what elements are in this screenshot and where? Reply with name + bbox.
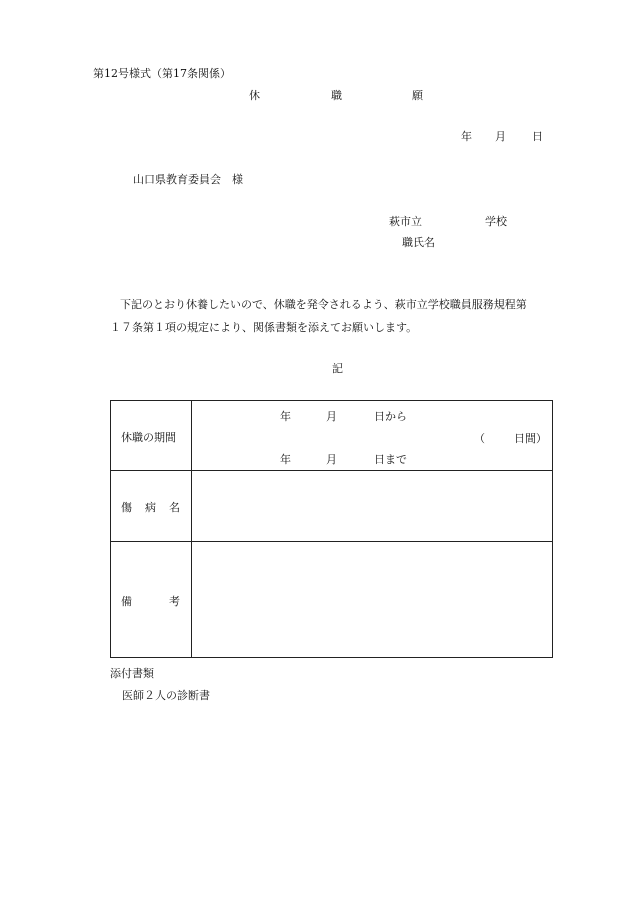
school-prefix: 萩市立 (389, 215, 422, 228)
title-char: 願 (412, 89, 423, 102)
period-label-cell (111, 401, 192, 471)
period-label: 休職の期間 (121, 431, 176, 444)
position-name-label: 職氏名 (402, 236, 435, 249)
remarks-value-cell[interactable] (192, 541, 553, 657)
from-day: 日から (374, 410, 407, 423)
illness-value-cell[interactable] (192, 471, 553, 541)
leave-form-table (110, 400, 553, 658)
date-year: 年 (461, 130, 472, 143)
illness-label-char: 傷 (121, 501, 132, 515)
from-month: 月 (326, 410, 337, 423)
ki-heading: 記 (332, 362, 343, 375)
title-char: 職 (331, 89, 342, 102)
addressee: 山口県教育委員会 様 (133, 173, 243, 186)
illness-label-cell (111, 471, 192, 541)
days-close: 日間） (514, 432, 547, 445)
date-day: 日 (532, 130, 543, 143)
period-row (111, 401, 553, 471)
to-year: 年 (280, 453, 291, 466)
school-suffix: 学校 (485, 215, 507, 228)
attachment-item: 医師２人の診断書 (122, 689, 210, 702)
remarks-row (111, 541, 553, 657)
days-open: （ (474, 432, 485, 445)
attachments-title: 添付書類 (110, 667, 154, 680)
date-month: 月 (495, 130, 506, 143)
remarks-label-char: 備 (121, 594, 132, 608)
period-value-cell (192, 401, 553, 471)
body-line: １７条第１項の規定により、関係書類を添えてお願いします。 (110, 321, 418, 334)
remarks-label-char: 考 (169, 594, 180, 608)
illness-label-char: 病 (145, 501, 156, 515)
title-char: 休 (249, 89, 260, 102)
to-month: 月 (326, 453, 337, 466)
form-number: 第12号様式（第17条関係） (93, 67, 231, 80)
from-year: 年 (280, 410, 291, 423)
remarks-label-cell (111, 541, 192, 657)
to-day: 日まで (374, 453, 407, 466)
illness-row (111, 471, 553, 541)
body-line: 下記のとおり休養したいので、休職を発令されるよう、萩市立学校職員服務規程第 (120, 298, 527, 311)
illness-label-char: 名 (169, 501, 180, 515)
